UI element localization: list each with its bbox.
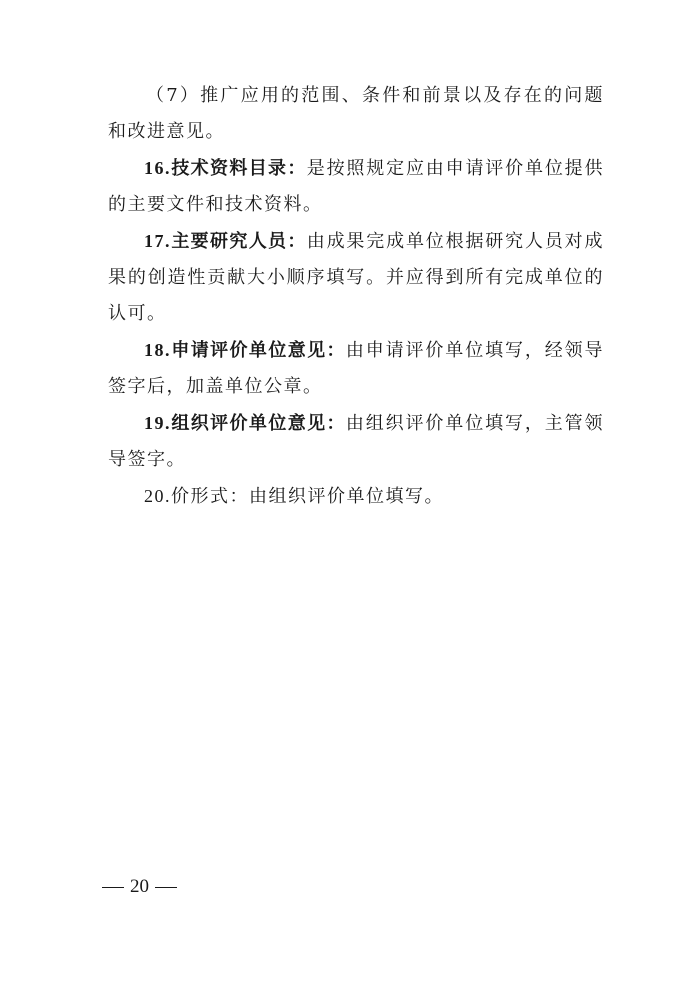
item-number: 17. [144, 231, 171, 251]
item-term: 主要研究人员： [171, 231, 307, 252]
dash-right [155, 887, 177, 888]
paragraph-item-19 [108, 405, 604, 478]
item-term: 技术资料目录： [171, 158, 307, 179]
document-body [108, 78, 604, 515]
paragraph-body: 由申请评价单位填写，经领导签字后，加盖单位公章。 [108, 340, 605, 397]
page-number: 20 [130, 876, 149, 897]
dash-left [102, 887, 124, 888]
item-term-plain: 价形式： [171, 486, 249, 507]
item-number: 19. [144, 413, 171, 433]
item-number: 16. [144, 158, 171, 178]
paragraph-item-16 [108, 150, 604, 223]
paragraph-item-7 [108, 78, 604, 150]
paragraph-item-18 [108, 332, 604, 405]
page-footer [96, 876, 183, 898]
item-number: 18. [144, 340, 171, 360]
paragraph-item-20 [108, 478, 604, 515]
paragraph-body: 由组织评价单位填写。 [249, 486, 444, 507]
item-term: 申请评价单位意见： [171, 340, 346, 361]
paragraph-body: （7）推广应用的范围、条件和前景以及存在的问题和改进意见。 [108, 85, 604, 142]
paragraph-item-17 [108, 223, 604, 332]
paragraph-body: 由组织评价单位填写，主管领导签字。 [108, 413, 605, 470]
item-number: 20. [144, 486, 171, 506]
paragraph-body: 是按照规定应由申请评价单位提供的主要文件和技术资料。 [108, 158, 605, 215]
item-term: 组织评价单位意见： [171, 413, 346, 434]
paragraph-body: 由成果完成单位根据研究人员对成果的创造性贡献大小顺序填写。并应得到所有完成单位的认可。 [108, 231, 605, 324]
